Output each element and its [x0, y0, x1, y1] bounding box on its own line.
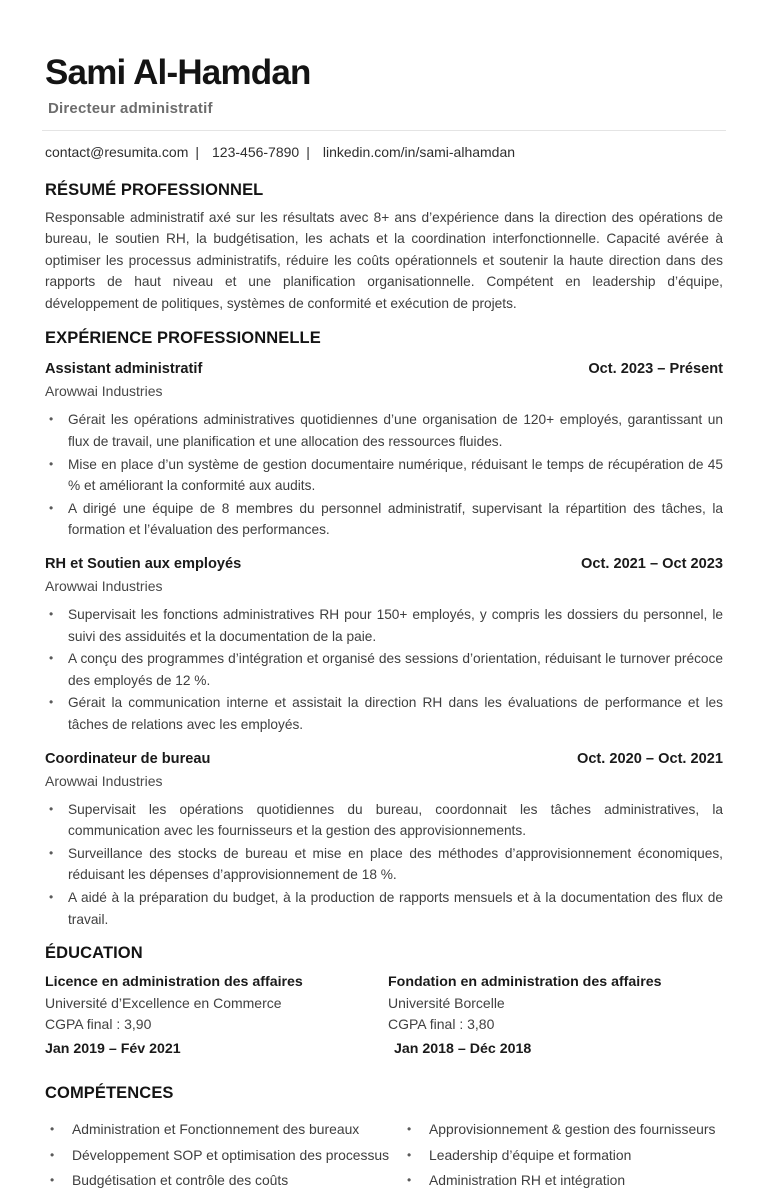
section-skills [45, 1084, 723, 1192]
contact-separator: | [306, 143, 310, 160]
education-gpa: CGPA final : 3,90 [45, 1016, 152, 1033]
section-summary [45, 181, 723, 315]
job-title: RH et Soutien aux employés [45, 556, 242, 573]
contact-line [45, 144, 723, 160]
contact-separator: | [195, 143, 200, 160]
job-company: Arowwai Industries [45, 772, 163, 789]
job-bullet-list [45, 604, 723, 736]
education-dates: Jan 2019 – Fév 2021 [45, 1041, 181, 1058]
job-bullet: • A aidé à la préparation du budget, à la production de rapports mensuels et à la documentation des flux de travail. [45, 887, 723, 930]
education-school: Université Borcelle [388, 995, 505, 1012]
job-header [45, 556, 723, 572]
section-experience [45, 329, 723, 930]
contact-phone: 123-456-7890 [212, 143, 300, 160]
job-bullet: • Surveillance des stocks de bureau et mise en place des méthodes d’approvisionnement économiques, réduisant les dépenses d’approvisionnement de 18 %. [45, 843, 723, 886]
skills-column-2 [402, 1115, 723, 1192]
education-gpa: CGPA final : 3,80 [388, 1016, 495, 1033]
resume-header [45, 54, 723, 160]
experience-heading: EXPÉRIENCE PROFESSIONNELLE [45, 329, 321, 348]
education-heading: ÉDUCATION [45, 944, 143, 963]
section-education [45, 944, 723, 1057]
skill-item: • Approvisionnement & gestion des fournisseurs [402, 1119, 723, 1141]
skill-item: • Administration et Fonctionnement des bureaux [45, 1119, 402, 1141]
skill-item: • Budgétisation et contrôle des coûts [45, 1170, 402, 1192]
job-dates: Oct. 2023 – Présent [588, 361, 723, 378]
job-bullet: • Mise en place d’un système de gestion documentaire numérique, réduisant le temps de récupération de 45 % et améliorant la conformité aux audits. [45, 454, 723, 497]
summary-heading: RÉSUMÉ PROFESSIONNEL [45, 180, 264, 199]
job-bullet: • Gérait la communication interne et assistait la direction RH dans les évaluations de performance et les tâches de relations avec les employés. [45, 692, 723, 735]
job-header [45, 751, 723, 767]
job-bullet: • Supervisait les fonctions administratives RH pour 150+ employés, y compris les dossiers du personnel, le suivi des assiduités et la documentation de la paie. [45, 604, 723, 647]
education-dates: Jan 2018 – Déc 2018 [394, 1041, 532, 1058]
skill-item: • Leadership d’équipe et formation [402, 1145, 723, 1167]
contact-linkedin: linkedin.com/in/sami-alhamdan [322, 143, 516, 160]
skill-item: • Administration RH et intégration [402, 1170, 723, 1192]
job-entry [45, 556, 723, 736]
job-title: Assistant administratif [45, 361, 203, 378]
job-bullet-list [45, 409, 723, 541]
education-entry [388, 974, 723, 1057]
job-bullet: • Gérait les opérations administratives quotidiennes d’une organisation de 120+ employés, garantissant un flux de travail, une planification et une allocation des ressources fluides. [45, 409, 723, 452]
header-divider [42, 130, 726, 131]
skills-column-1 [45, 1115, 402, 1192]
job-bullet: • A conçu des programmes d’intégration et organisé des sessions d’orientation, réduisant le turnover précoce des employés de 12 %. [45, 648, 723, 691]
person-name: Sami Al-Hamdan [45, 53, 311, 92]
job-title: Coordinateur de bureau [45, 750, 211, 767]
job-company: Arowwai Industries [45, 383, 163, 400]
job-bullet: • Supervisait les opérations quotidiennes du bureau, coordonnait les tâches administratives, la communication avec les fournisseurs et la gestion des approvisionnements. [45, 799, 723, 842]
job-header [45, 361, 723, 377]
job-entry [45, 751, 723, 931]
education-entry [45, 974, 388, 1057]
education-columns [45, 974, 723, 1057]
contact-email: contact@resumita.com [45, 143, 189, 160]
job-dates: Oct. 2020 – Oct. 2021 [576, 750, 723, 767]
summary-text: Responsable administratif axé sur les résultats avec 8+ ans d’expérience dans la direction des opérations de bureau, le soutien RH, la budgétisation, les achats et la coordination interfonctionnelle. Capacité avérée à optimiser les processus administratifs, réduire les coûts opérationnels et soutenir la haute direction dans des rapports de haut niveau et une planification organisationnelle. Compétent en leadership d’équipe, développement de politiques, systèmes de conformité et exécution de projets. [45, 209, 723, 311]
skill-item: • Développement SOP et optimisation des processus [45, 1145, 402, 1167]
skills-heading: COMPÉTENCES [45, 1084, 174, 1103]
job-bullet-list [45, 799, 723, 931]
education-degree: Fondation en administration des affaires [388, 974, 662, 991]
education-degree: Licence en administration des affaires [45, 974, 303, 991]
job-company: Arowwai Industries [45, 578, 163, 595]
job-bullet: • A dirigé une équipe de 8 membres du personnel administratif, supervisant la répartition des tâches, la formation et l’évaluation des performances. [45, 498, 723, 541]
job-dates: Oct. 2021 – Oct 2023 [581, 556, 723, 573]
education-school: Université d’Excellence en Commerce [45, 995, 282, 1012]
skills-columns [45, 1115, 723, 1192]
person-job-title: Directeur administratif [48, 99, 213, 117]
job-entry [45, 361, 723, 541]
